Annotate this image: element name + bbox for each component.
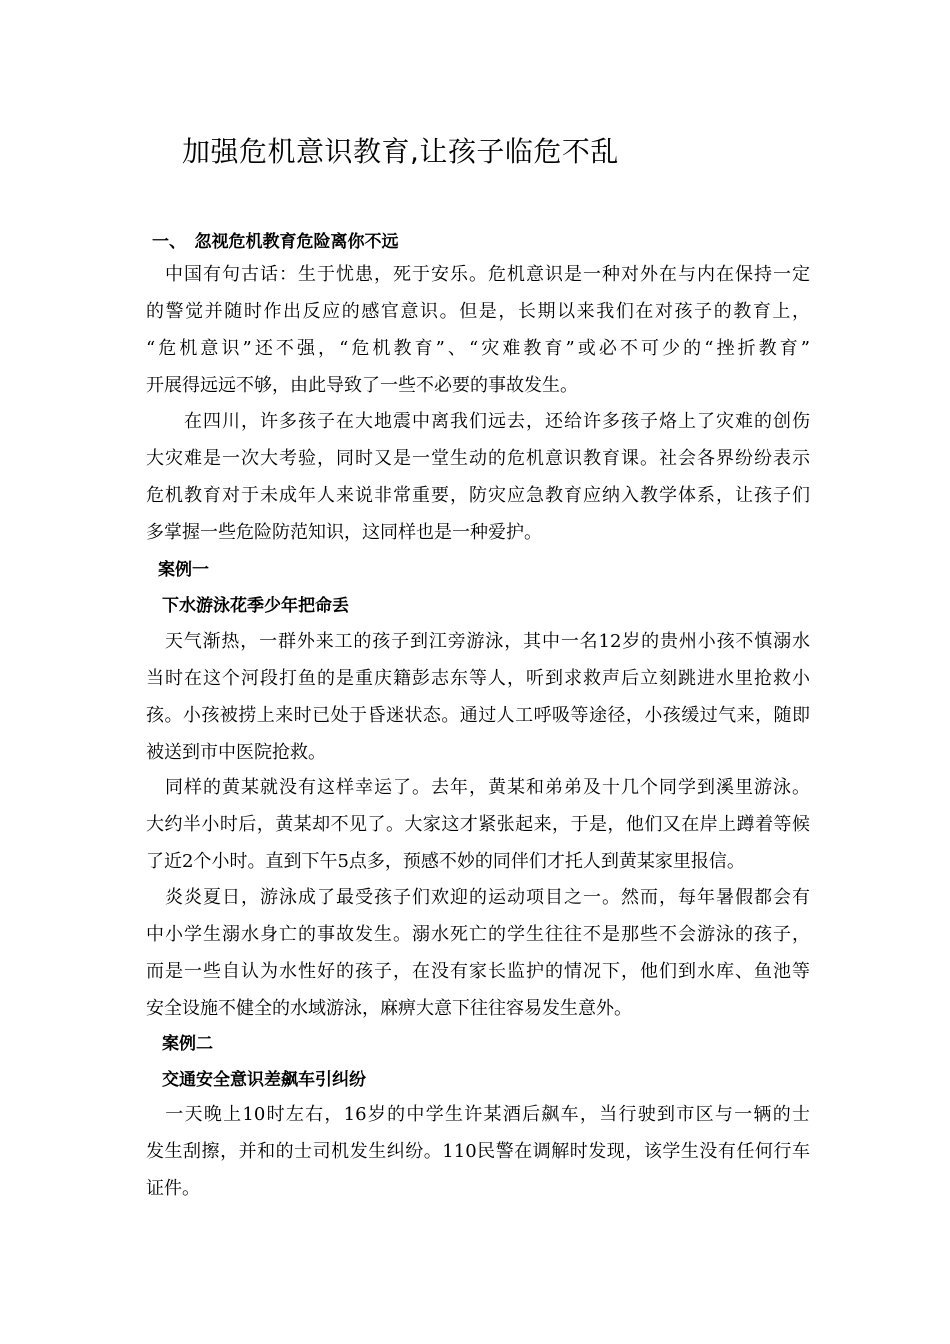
paragraph-line: 而是一些自认为水性好的孩子，在没有家长监护的情况下，他们到水库、鱼池等 [146, 961, 810, 982]
paragraph-line: 大灾难是一次大考验，同时又是一堂生动的危机意识教育课。社会各界纷纷表示 [146, 448, 810, 469]
paragraph-line: 大约半小时后，黄某却不见了。大家这才紧张起来，于是，他们又在岸上蹲着等候 [146, 814, 810, 835]
paragraph-line: 多掌握一些危险防范知识，这同样也是一种爱护。 [146, 522, 542, 543]
document-title: 加强危机意识教育,让孩子临危不乱 [182, 135, 619, 168]
paragraph-line: 中国有句古话：生于忧患，死于安乐。危机意识是一种对外在与内在保持一定 [146, 264, 810, 285]
paragraph-line: 了近2个小时。直到下午5点多，预感不妙的同伴们才托人到黄某家里报信。 [146, 851, 745, 872]
case-subtitle: 交通安全意识差飙车引纠纷 [162, 1070, 366, 1090]
paragraph-line: 证件。 [146, 1178, 200, 1199]
paragraph-line: 一天晚上10时左右，16岁的中学生许某酒后飙车，当行驶到市区与一辆的士 [146, 1104, 810, 1125]
paragraph-line: 被送到市中医院抢救。 [146, 742, 326, 763]
paragraph-line: 孩。小孩被捞上来时已处于昏迷状态。通过人工呼吸等途径，小孩缓过气来，随即 [146, 705, 810, 726]
case-label: 案例二 [162, 1034, 213, 1054]
paragraph-line: 发生刮擦，并和的士司机发生纠纷。110民警在调解时发现，该学生没有任何行车 [146, 1141, 810, 1162]
paragraph-line: 开展得远远不够，由此导致了一些不必要的事故发生。 [146, 375, 578, 396]
paragraph-line: 安全设施不健全的水域游泳，麻痹大意下往往容易发生意外。 [146, 998, 632, 1019]
section-heading: 一、 忽视危机教育危险离你不远 [152, 232, 399, 252]
paragraph-line: 当时在这个河段打鱼的是重庆籍彭志东等人，听到求救声后立刻跳进水里抢救小 [146, 668, 810, 689]
paragraph-line: 中小学生溺水身亡的事故发生。溺水死亡的学生往往不是那些不会游泳的孩子， [146, 924, 810, 945]
paragraph-line: 炎炎夏日，游泳成了最受孩子们欢迎的运动项目之一。然而，每年暑假都会有 [146, 887, 810, 908]
case-label: 案例一 [158, 560, 209, 580]
paragraph-line: 危机教育对于未成年人来说非常重要，防灾应急教育应纳入教学体系，让孩子们 [146, 485, 810, 506]
paragraph-line: 的警觉并随时作出反应的感官意识。但是，长期以来我们在对孩子的教育上， [146, 301, 810, 322]
paragraph-line: 在四川，许多孩子在大地震中离我们远去，还给许多孩子烙上了灾难的创伤 [146, 411, 810, 432]
paragraph-line: 天气渐热，一群外来工的孩子到江旁游泳，其中一名12岁的贵州小孩不慎溺水 [146, 631, 810, 652]
paragraph-line: 同样的黄某就没有这样幸运了。去年，黄某和弟弟及十几个同学到溪里游泳。 [146, 777, 810, 798]
paragraph-line: “危机意识”还不强，“危机教育”、“灾难教育”或必不可少的“挫折教育” [146, 338, 810, 359]
case-subtitle: 下水游泳花季少年把命丢 [162, 596, 349, 616]
